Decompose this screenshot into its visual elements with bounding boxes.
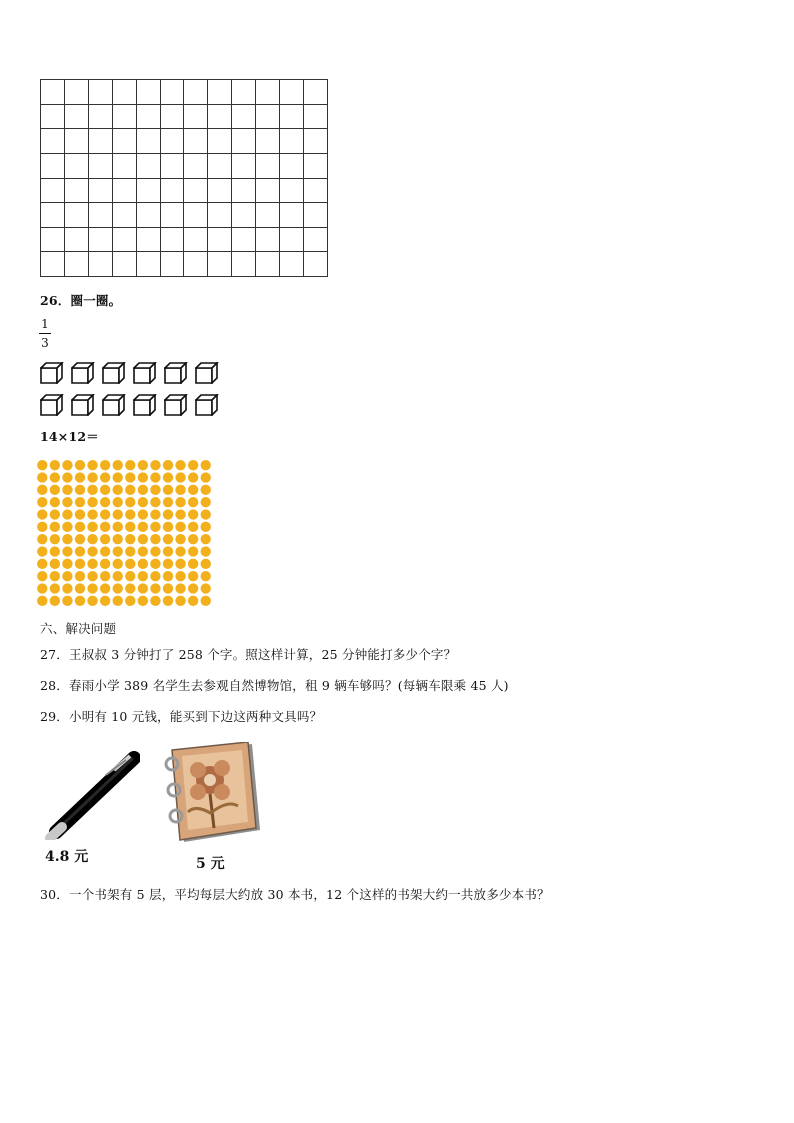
dot (37, 509, 47, 519)
question-28: 28．春雨小学 389 名学生去参观自然博物馆，租 9 辆车够吗？(每辆车限乘 45 人) (40, 678, 509, 693)
dot (87, 485, 97, 495)
grid-cell (280, 129, 304, 154)
dot (75, 559, 85, 569)
dot (163, 546, 173, 556)
dot (100, 472, 110, 482)
grid-cell (88, 227, 112, 252)
grid-cell (256, 80, 280, 105)
question-30: 30．一个书架有 5 层，平均每层大约放 30 本书，12 个这样的书架大约一共放多少本书？ (40, 887, 550, 902)
grid-cell (208, 252, 232, 277)
dot (113, 571, 123, 581)
grid-cell (208, 203, 232, 228)
grid-cell (303, 178, 327, 203)
fraction-one-third (39, 317, 51, 350)
dot (87, 571, 97, 581)
dot (87, 559, 97, 569)
dot (50, 460, 60, 470)
grid-cell (160, 227, 184, 252)
grid-cell (256, 227, 280, 252)
dot (201, 596, 211, 606)
multiplication-expression: 14×12＝ (40, 429, 99, 444)
dot (150, 583, 160, 593)
grid-cell (64, 203, 88, 228)
grid-cell (112, 203, 136, 228)
dot (175, 509, 185, 519)
dot (50, 546, 60, 556)
dot (113, 559, 123, 569)
grid-cell (184, 129, 208, 154)
dot (150, 534, 160, 544)
grid-cell (112, 153, 136, 178)
dot (75, 534, 85, 544)
dot (150, 559, 160, 569)
dot (138, 485, 148, 495)
dot (75, 522, 85, 532)
dot (113, 546, 123, 556)
dot (138, 497, 148, 507)
dot (37, 497, 47, 507)
dot (150, 571, 160, 581)
grid-cell (303, 252, 327, 277)
dot (138, 522, 148, 532)
question-27: 27．王叔叔 3 分钟打了 258 个字。照这样计算，25 分钟能打多少个字？ (40, 647, 457, 662)
dot (113, 485, 123, 495)
dot (113, 497, 123, 507)
cube-icon (71, 362, 95, 384)
dot (150, 546, 160, 556)
dot (62, 534, 72, 544)
grid-cell (160, 80, 184, 105)
dot (37, 559, 47, 569)
dot (188, 596, 198, 606)
notebook-image (158, 742, 262, 852)
grid-cell (232, 104, 256, 129)
grid-cell (64, 252, 88, 277)
pen-price: 4.8 元 (45, 849, 89, 865)
grid-cell (160, 153, 184, 178)
grid-cell (208, 153, 232, 178)
dot (201, 559, 211, 569)
notebook-price: 5 元 (196, 856, 225, 872)
dot (150, 460, 160, 470)
dot (188, 485, 198, 495)
section-6-title: 六、解决问题 (40, 621, 117, 636)
dot (188, 460, 198, 470)
grid-cell (184, 80, 208, 105)
cube-icon (40, 362, 64, 384)
dot (175, 559, 185, 569)
dot (113, 509, 123, 519)
grid-cell (232, 153, 256, 178)
grid-cell (112, 252, 136, 277)
dot (62, 472, 72, 482)
question-29: 29．小明有 10 元钱，能买到下边这两种文具吗？ (40, 709, 323, 724)
dot (75, 546, 85, 556)
dot (62, 583, 72, 593)
dot (75, 460, 85, 470)
dot (175, 571, 185, 581)
dot (100, 534, 110, 544)
grid-cell (184, 252, 208, 277)
grid-cell (88, 80, 112, 105)
dot (163, 472, 173, 482)
dot (50, 596, 60, 606)
cube-icon (195, 362, 219, 384)
grid-cell (160, 178, 184, 203)
dot (37, 522, 47, 532)
dot (37, 546, 47, 556)
dot (37, 485, 47, 495)
dot (62, 571, 72, 581)
grid-cell (64, 80, 88, 105)
dot (62, 546, 72, 556)
dot (175, 497, 185, 507)
grid-cell (88, 178, 112, 203)
dot (50, 509, 60, 519)
dot (150, 485, 160, 495)
dot (188, 534, 198, 544)
dot (150, 509, 160, 519)
cube-icon (71, 394, 95, 416)
grid-cell (256, 153, 280, 178)
dot (163, 571, 173, 581)
dot (175, 472, 185, 482)
dot (188, 559, 198, 569)
grid-cell (112, 80, 136, 105)
dot (50, 559, 60, 569)
dot (50, 522, 60, 532)
grid-cell (280, 178, 304, 203)
dot (75, 571, 85, 581)
grid-cell (208, 227, 232, 252)
grid-cell (184, 153, 208, 178)
grid-cell (208, 129, 232, 154)
grid-cell (41, 178, 65, 203)
dot (87, 583, 97, 593)
fraction-numerator: 1 (41, 317, 49, 331)
dot (188, 472, 198, 482)
grid-cell (160, 203, 184, 228)
dot (113, 472, 123, 482)
dot (37, 596, 47, 606)
dot (188, 509, 198, 519)
cube-icon (164, 394, 188, 416)
dot (188, 497, 198, 507)
grid-cell (136, 104, 160, 129)
dot (150, 497, 160, 507)
grid-cell (88, 252, 112, 277)
dot (125, 571, 135, 581)
grid-cell (136, 153, 160, 178)
grid-cell (303, 153, 327, 178)
grid-cell (208, 178, 232, 203)
dot (201, 485, 211, 495)
dot (113, 534, 123, 544)
dot (138, 546, 148, 556)
dot (75, 583, 85, 593)
dot (113, 583, 123, 593)
grid-cell (280, 227, 304, 252)
dot (113, 522, 123, 532)
dot (37, 534, 47, 544)
dot (62, 497, 72, 507)
dot (87, 534, 97, 544)
grid-cell (41, 104, 65, 129)
dot (201, 522, 211, 532)
grid-cell (280, 104, 304, 129)
grid-cell (160, 104, 184, 129)
grid-cell (41, 203, 65, 228)
dot (201, 571, 211, 581)
grid-cell (256, 252, 280, 277)
grid-cell (184, 227, 208, 252)
dot (62, 522, 72, 532)
dot (37, 583, 47, 593)
grid-cell (303, 129, 327, 154)
pen-icon (50, 756, 134, 838)
dot (201, 509, 211, 519)
dot (50, 472, 60, 482)
dot (188, 522, 198, 532)
fraction-bar (39, 333, 51, 334)
dot (175, 522, 185, 532)
dot (100, 509, 110, 519)
dot (175, 485, 185, 495)
grid-cell (112, 227, 136, 252)
grid-cell (303, 203, 327, 228)
grid-cell (112, 129, 136, 154)
grid-cell (64, 227, 88, 252)
dot (201, 534, 211, 544)
grid-cell (256, 203, 280, 228)
dot (50, 571, 60, 581)
grid-cell (303, 227, 327, 252)
dot (125, 546, 135, 556)
grid-cell (88, 129, 112, 154)
dot (188, 583, 198, 593)
grid-cell (232, 252, 256, 277)
dot (125, 509, 135, 519)
dot (62, 509, 72, 519)
grid-cell (136, 203, 160, 228)
grid-cell (41, 227, 65, 252)
dot (50, 534, 60, 544)
grid-cell (280, 203, 304, 228)
dot (62, 559, 72, 569)
dot (37, 571, 47, 581)
grid-cell (256, 104, 280, 129)
cube-icon (164, 362, 188, 384)
dot (125, 472, 135, 482)
dot (201, 497, 211, 507)
dot (201, 460, 211, 470)
grid-cell (208, 104, 232, 129)
grid-cell (184, 203, 208, 228)
grid-cell (88, 203, 112, 228)
grid-cell (64, 129, 88, 154)
dot (50, 497, 60, 507)
cube-icon (133, 362, 157, 384)
grid-cell (112, 178, 136, 203)
dot (163, 596, 173, 606)
fraction-denominator: 3 (41, 336, 49, 350)
dot (138, 596, 148, 606)
dot (138, 460, 148, 470)
dot (87, 472, 97, 482)
grid-cell (256, 129, 280, 154)
dot (163, 485, 173, 495)
dot (125, 497, 135, 507)
dot (87, 546, 97, 556)
dot (138, 583, 148, 593)
dot (100, 559, 110, 569)
dot (37, 460, 47, 470)
dot (163, 559, 173, 569)
grid-cell (136, 227, 160, 252)
dot (163, 497, 173, 507)
dot (125, 485, 135, 495)
dot (50, 583, 60, 593)
grid-cell (41, 80, 65, 105)
cube-icon (40, 394, 64, 416)
dot (138, 559, 148, 569)
dot (163, 522, 173, 532)
dot (50, 485, 60, 495)
dot (75, 509, 85, 519)
dot (138, 472, 148, 482)
dot (87, 596, 97, 606)
dot (125, 460, 135, 470)
dot (188, 546, 198, 556)
dot (113, 460, 123, 470)
grid-cell (232, 129, 256, 154)
dot (138, 571, 148, 581)
dot (100, 596, 110, 606)
dot (175, 596, 185, 606)
dot (138, 534, 148, 544)
dot (163, 509, 173, 519)
dot (37, 472, 47, 482)
grid-cell (64, 153, 88, 178)
grid-cell (160, 252, 184, 277)
grid-cell (184, 104, 208, 129)
dot (100, 460, 110, 470)
grid-cell (136, 252, 160, 277)
grid-cell (280, 153, 304, 178)
question-26-label: 26．圈一圈。 (40, 293, 122, 308)
dot (125, 559, 135, 569)
cube-icon (102, 394, 126, 416)
dot (188, 571, 198, 581)
grid-cell (303, 104, 327, 129)
grid-cell (136, 178, 160, 203)
dot (113, 596, 123, 606)
dot (125, 596, 135, 606)
grid-cell (208, 80, 232, 105)
dot (175, 534, 185, 544)
dot (87, 460, 97, 470)
grid-cell (41, 129, 65, 154)
grid-cell (232, 178, 256, 203)
dot (62, 460, 72, 470)
dot (100, 485, 110, 495)
dot (201, 472, 211, 482)
cube-icon (133, 394, 157, 416)
grid-cell (303, 80, 327, 105)
dot (175, 583, 185, 593)
dot (100, 522, 110, 532)
dot (75, 485, 85, 495)
dot (138, 509, 148, 519)
grid-cell (160, 129, 184, 154)
grid-cell (232, 203, 256, 228)
dot (75, 472, 85, 482)
grid-cell (88, 153, 112, 178)
grid-cell (112, 104, 136, 129)
cube-icon (195, 394, 219, 416)
dot (75, 596, 85, 606)
grid-cell (280, 252, 304, 277)
grid-cell (136, 129, 160, 154)
grid-cell (232, 227, 256, 252)
notebook-icon (166, 742, 260, 842)
grid-cell (136, 80, 160, 105)
grid-cell (280, 80, 304, 105)
grid-cell (88, 104, 112, 129)
pen-image (44, 750, 140, 840)
dot-array (36, 459, 212, 607)
grid-cell (41, 153, 65, 178)
dot (163, 534, 173, 544)
dot (175, 546, 185, 556)
dot (163, 460, 173, 470)
grid-cell (232, 80, 256, 105)
dot (62, 485, 72, 495)
dot (125, 583, 135, 593)
dot (201, 546, 211, 556)
grid-cell (256, 178, 280, 203)
dot (150, 596, 160, 606)
dot (175, 460, 185, 470)
dot (100, 546, 110, 556)
grid-cell (64, 104, 88, 129)
dot (201, 583, 211, 593)
dot (125, 522, 135, 532)
dot (75, 497, 85, 507)
dot (150, 522, 160, 532)
dot (87, 497, 97, 507)
cube-icon (102, 362, 126, 384)
dot (100, 583, 110, 593)
answer-grid (40, 79, 328, 277)
dot (100, 571, 110, 581)
dot (62, 596, 72, 606)
dot (150, 472, 160, 482)
grid-cell (184, 178, 208, 203)
grid-cell (41, 252, 65, 277)
dot (163, 583, 173, 593)
dot (87, 509, 97, 519)
dot (87, 522, 97, 532)
dot (125, 534, 135, 544)
grid-cell (64, 178, 88, 203)
dot (100, 497, 110, 507)
